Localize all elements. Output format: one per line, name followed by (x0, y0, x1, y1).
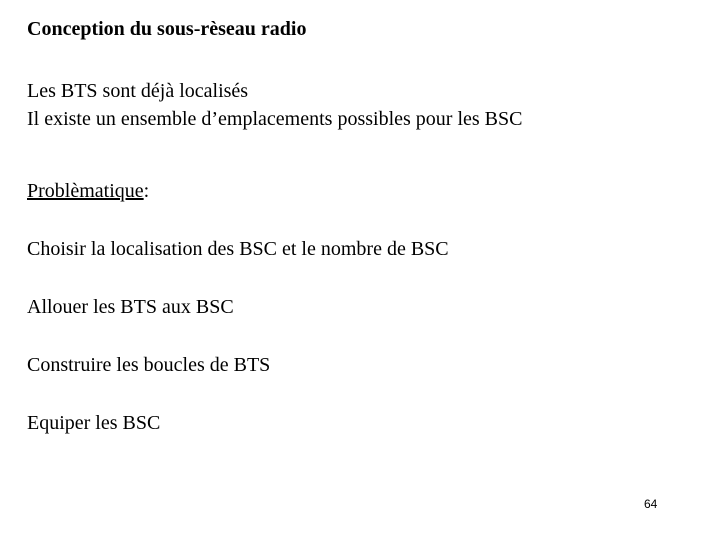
intro-line-bsc: Il existe un ensemble d’emplacements possibles pour les BSC (27, 108, 523, 130)
problem-colon: : (143, 180, 150, 202)
problem-label: Problèmatique (27, 180, 144, 202)
slide-title: Conception du sous-rèseau radio (27, 18, 307, 40)
problem-heading (27, 180, 149, 203)
page-number: 64 (644, 497, 658, 511)
intro-text (27, 77, 522, 133)
intro-line-bts: Les BTS sont déjà localisés (27, 80, 249, 102)
task-allocate-bts: Allouer les BTS aux BSC (27, 296, 234, 318)
task-choose-bsc-location: Choisir la localisation des BSC et le nombre de BSC (27, 238, 449, 260)
task-equip-bsc: Equiper les BSC (27, 412, 161, 434)
task-build-bts-loops: Construire les boucles de BTS (27, 354, 271, 376)
